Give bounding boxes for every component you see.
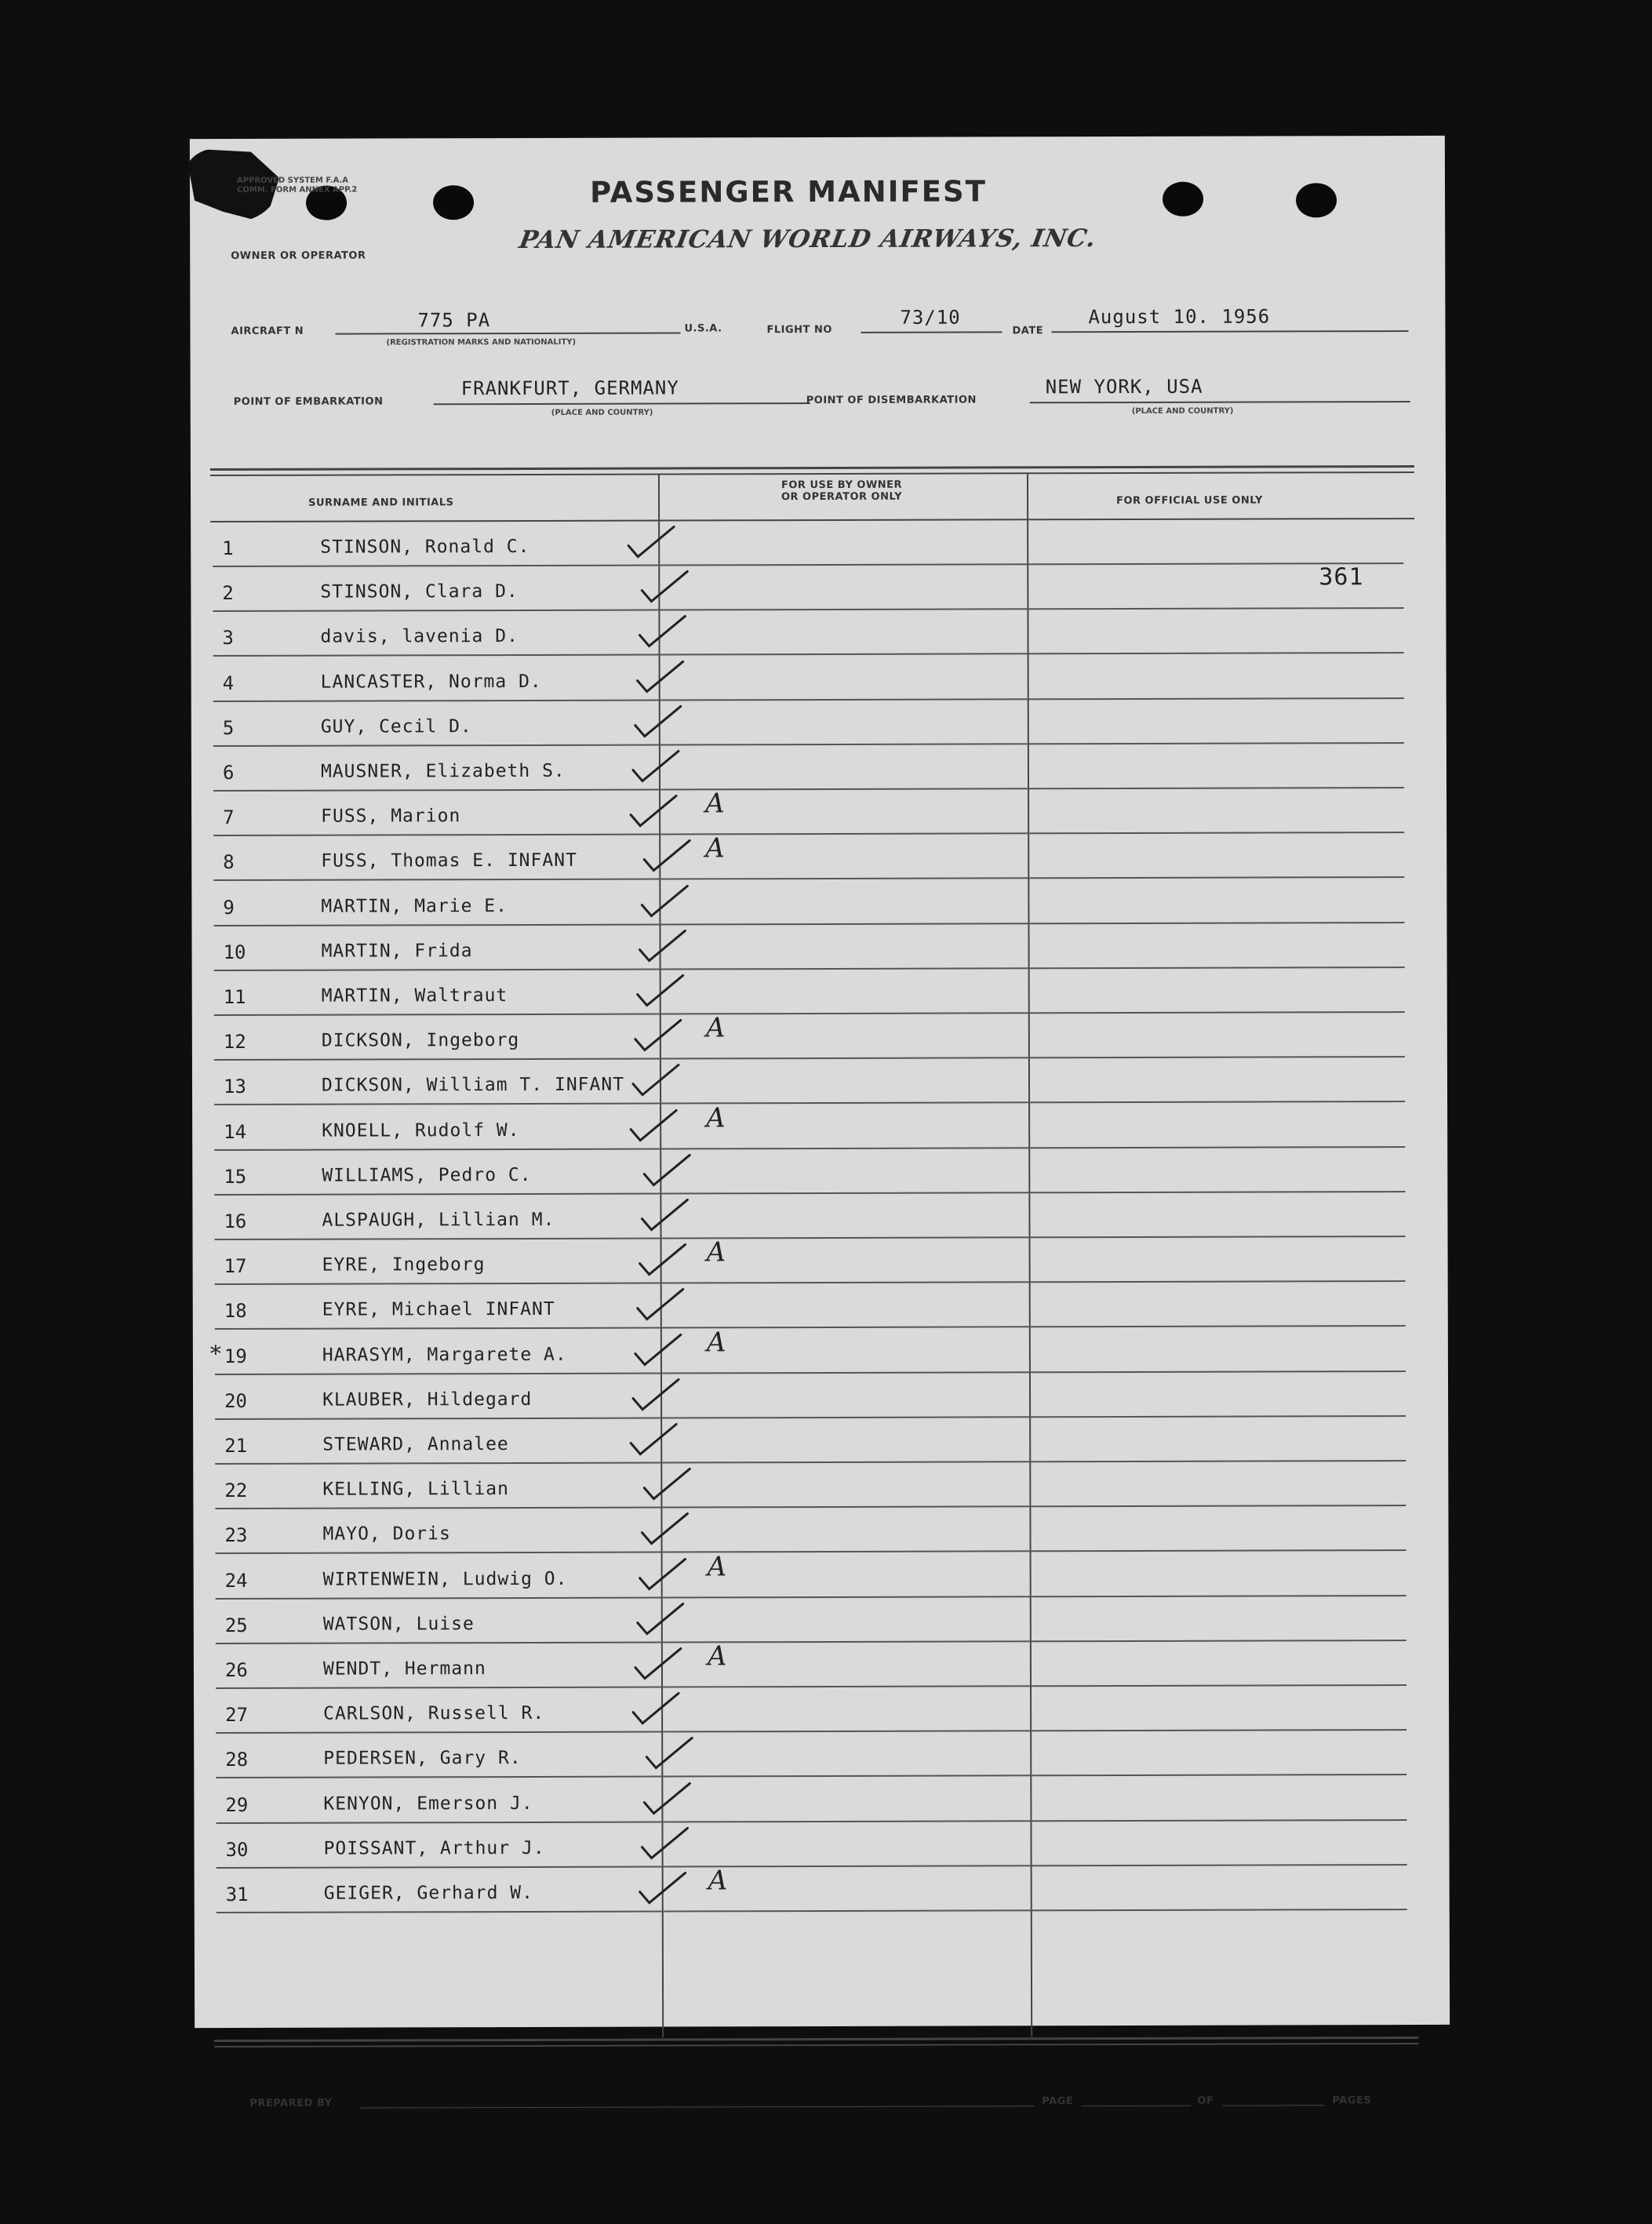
check-mark-icon (631, 657, 686, 696)
passenger-name: MARTIN, Waltraut (321, 985, 508, 1006)
passenger-name: MAYO, Doris (322, 1523, 451, 1545)
col-surname-header: SURNAME AND INITIALS (308, 497, 454, 509)
row-number: 14 (224, 1120, 247, 1143)
row-number: 20 (224, 1389, 248, 1412)
row-number: 28 (225, 1749, 249, 1771)
approval-stamp: APPROVED SYSTEM F.A.A COMM. FORM ANNEX APP.2 (236, 176, 358, 195)
row-rule (214, 1011, 1405, 1016)
passenger-name: KELLING, Lillian (322, 1479, 509, 1500)
check-mark-icon (629, 1016, 684, 1055)
manifest-page (190, 136, 1450, 2109)
row-number: 7 (223, 806, 235, 829)
handwritten-mark: A (707, 1640, 727, 1673)
row-number: 15 (224, 1165, 247, 1188)
check-mark-icon (635, 1509, 690, 1549)
row-rule (213, 922, 1404, 926)
operator-name: PAN AMERICAN WORLD AIRWAYS, INC. (517, 224, 1099, 255)
check-mark-icon (631, 1599, 686, 1638)
passenger-name: DICKSON, William T. INFANT (321, 1075, 625, 1097)
row-rule (215, 1370, 1406, 1375)
handwritten-mark: A (706, 1101, 726, 1134)
passenger-name: HARASYM, Margarete A. (322, 1344, 567, 1366)
check-mark-icon (629, 1330, 684, 1369)
row-rule (215, 1280, 1406, 1285)
row-number: 18 (224, 1300, 247, 1323)
passenger-name: LANCASTER, Norma D. (320, 671, 542, 693)
passenger-name: STINSON, Ronald C. (320, 536, 530, 558)
row-rule (216, 1774, 1406, 1778)
row-number: 3 (222, 627, 235, 650)
owner-label: OWNER OR OPERATOR (231, 249, 366, 262)
check-mark-icon (638, 1150, 693, 1189)
row-number: 12 (223, 1031, 246, 1054)
check-mark-icon (635, 881, 690, 920)
row-number: 31 (225, 1883, 249, 1906)
row-number: 8 (223, 851, 235, 874)
date-value: August 10. 1956 (1088, 305, 1271, 329)
check-mark-icon (638, 1465, 693, 1504)
passenger-name: WIRTENWEIN, Ludwig O. (322, 1568, 568, 1590)
row-rule (213, 787, 1404, 792)
passenger-list (190, 136, 1445, 139)
check-mark-icon (635, 1195, 690, 1234)
handwritten-mark: A (705, 1012, 726, 1044)
passenger-name: STEWARD, Annalee (322, 1434, 509, 1455)
row-number: 13 (223, 1076, 246, 1098)
row-number: 11 (223, 985, 246, 1008)
punch-hole (433, 185, 474, 220)
handwritten-mark: A (705, 788, 725, 820)
row-number: 19 (224, 1345, 247, 1367)
row-rule (214, 1191, 1405, 1196)
check-mark-icon (633, 926, 688, 965)
row-rule (213, 607, 1403, 612)
check-mark-icon (631, 970, 686, 1010)
passenger-name: DICKSON, Ingeborg (321, 1030, 520, 1051)
check-mark-icon (634, 1240, 689, 1279)
row-number: 23 (224, 1524, 248, 1547)
handwritten-mark: A (705, 832, 725, 864)
check-mark-icon (635, 1823, 690, 1862)
row-rule (216, 1549, 1406, 1554)
passenger-name: KENYON, Emerson J. (323, 1793, 533, 1815)
row-rule (216, 1819, 1406, 1824)
page-label: PAGE (1042, 2095, 1074, 2108)
row-number: 24 (224, 1569, 248, 1592)
row-number: 21 (224, 1434, 248, 1457)
passenger-name: POISSANT, Arthur J. (323, 1837, 545, 1859)
row-rule (216, 1640, 1406, 1644)
check-mark-icon (635, 567, 690, 606)
check-mark-icon (624, 792, 679, 831)
passenger-name: STINSON, Clara D. (320, 581, 519, 602)
check-mark-icon (624, 1105, 679, 1145)
usa-label: U.S.A. (684, 322, 722, 335)
registration-caption: (REGISTRATION MARKS AND NATIONALITY) (386, 337, 577, 348)
passenger-name: WATSON, Luise (322, 1613, 475, 1635)
aircraft-value: 775 PA (417, 309, 491, 332)
of-label: OF (1197, 2095, 1214, 2107)
row-rule (215, 1325, 1406, 1330)
row-rule (217, 1909, 1407, 1913)
row-rule (213, 742, 1404, 747)
passenger-name: CARLSON, Russell R. (323, 1703, 545, 1724)
flight-value: 73/10 (900, 306, 961, 329)
check-mark-icon (627, 746, 682, 785)
pages-label: PAGES (1332, 2095, 1372, 2107)
disembark-value: NEW YORK, USA (1045, 375, 1203, 399)
aircraft-label: AIRCRAFT N (231, 325, 304, 337)
check-mark-icon (629, 1643, 684, 1683)
row-number: 4 (222, 672, 235, 694)
official-number: 361 (1319, 563, 1364, 591)
handwritten-mark: A (706, 1236, 726, 1269)
disembark-caption: (PLACE AND COUNTRY) (1131, 406, 1234, 416)
flight-label: FLIGHT NO (766, 323, 832, 337)
check-mark-icon (627, 1689, 682, 1728)
prepared-by-label: PREPARED BY (249, 2097, 333, 2109)
row-number: 27 (225, 1704, 249, 1727)
row-number: 2 (222, 582, 234, 605)
check-mark-icon (638, 836, 693, 875)
check-mark-icon (638, 1778, 693, 1818)
passenger-name: KNOELL, Rudolf W. (322, 1119, 520, 1141)
passenger-name: ALSPAUGH, Lillian M. (322, 1209, 555, 1231)
check-mark-icon (634, 1554, 689, 1593)
embark-value: FRANKFURT, GERMANY (460, 377, 679, 400)
row-number: 26 (224, 1658, 248, 1681)
passenger-name: GUY, Cecil D. (320, 715, 472, 737)
row-rule (216, 1684, 1406, 1689)
row-rule (215, 1505, 1406, 1509)
row-number: 29 (225, 1793, 249, 1816)
check-mark-icon (631, 1285, 686, 1324)
passenger-name: WILLIAMS, Pedro C. (322, 1164, 532, 1186)
check-mark-icon (624, 1419, 679, 1458)
passenger-name: MAUSNER, Elizabeth S. (320, 760, 566, 782)
row-rule (215, 1460, 1406, 1465)
check-mark-icon (629, 701, 684, 741)
row-rule (213, 562, 1403, 567)
row-rule (214, 966, 1405, 971)
check-mark-icon (622, 522, 677, 561)
check-mark-icon (633, 612, 688, 651)
handwritten-mark: A (707, 1550, 727, 1582)
check-mark-icon (627, 1374, 682, 1414)
punch-hole (1163, 182, 1203, 217)
row-number: 17 (224, 1255, 247, 1278)
passenger-name: FUSS, Thomas E. INFANT (321, 850, 577, 872)
page-title: PASSENGER MANIFEST (589, 174, 987, 209)
row-rule (216, 1595, 1406, 1600)
check-mark-icon (634, 1868, 689, 1907)
handwritten-mark: A (706, 1326, 726, 1358)
check-mark-icon (640, 1734, 695, 1773)
punch-hole (1296, 183, 1337, 217)
row-rule (213, 876, 1404, 881)
row-rule (214, 1146, 1405, 1151)
embark-label: POINT OF EMBARKATION (233, 395, 384, 408)
row-number: 9 (223, 896, 235, 919)
row-number: 1 (222, 537, 234, 559)
row-number: 16 (224, 1210, 247, 1232)
row-rule (217, 1864, 1407, 1869)
passenger-name: EYRE, Michael INFANT (322, 1299, 555, 1321)
row-number: 22 (224, 1480, 248, 1502)
passenger-name: GEIGER, Gerhard W. (323, 1882, 533, 1904)
passenger-name: KLAUBER, Hildegard (322, 1389, 533, 1410)
row-number: 5 (222, 716, 235, 739)
row-number: 25 (224, 1614, 248, 1636)
row-rule (215, 1236, 1406, 1240)
passenger-name: PEDERSEN, Gary R. (323, 1748, 522, 1770)
row-rule (216, 1729, 1406, 1734)
passenger-name: FUSS, Marion (321, 806, 461, 827)
col-owner-header: FOR USE BY OWNER OR OPERATOR ONLY (781, 479, 903, 504)
passenger-name: WENDT, Hermann (322, 1658, 486, 1680)
handwritten-mark: A (708, 1865, 728, 1897)
embark-caption: (PLACE AND COUNTRY) (551, 408, 653, 417)
row-rule (213, 652, 1404, 657)
asterisk-mark: * (209, 1340, 221, 1367)
row-number: 30 (225, 1838, 249, 1861)
check-mark-icon (627, 1061, 682, 1100)
passenger-name: MARTIN, Marie E. (321, 895, 508, 917)
passenger-name: MARTIN, Frida (321, 940, 473, 962)
date-label: DATE (1012, 325, 1044, 337)
col-official-header: FOR OFFICIAL USE ONLY (1116, 494, 1263, 508)
disembark-label: POINT OF DISEMBARKATION (806, 394, 977, 407)
row-rule (214, 1101, 1405, 1105)
row-rule (213, 697, 1404, 702)
row-number: 6 (222, 761, 235, 784)
row-rule (215, 1415, 1406, 1420)
row-number: 10 (223, 941, 246, 963)
passenger-name: EYRE, Ingeborg (322, 1254, 486, 1276)
passenger-name: davis, lavenia D. (320, 626, 519, 648)
row-rule (213, 832, 1404, 836)
row-rule (214, 1056, 1405, 1061)
